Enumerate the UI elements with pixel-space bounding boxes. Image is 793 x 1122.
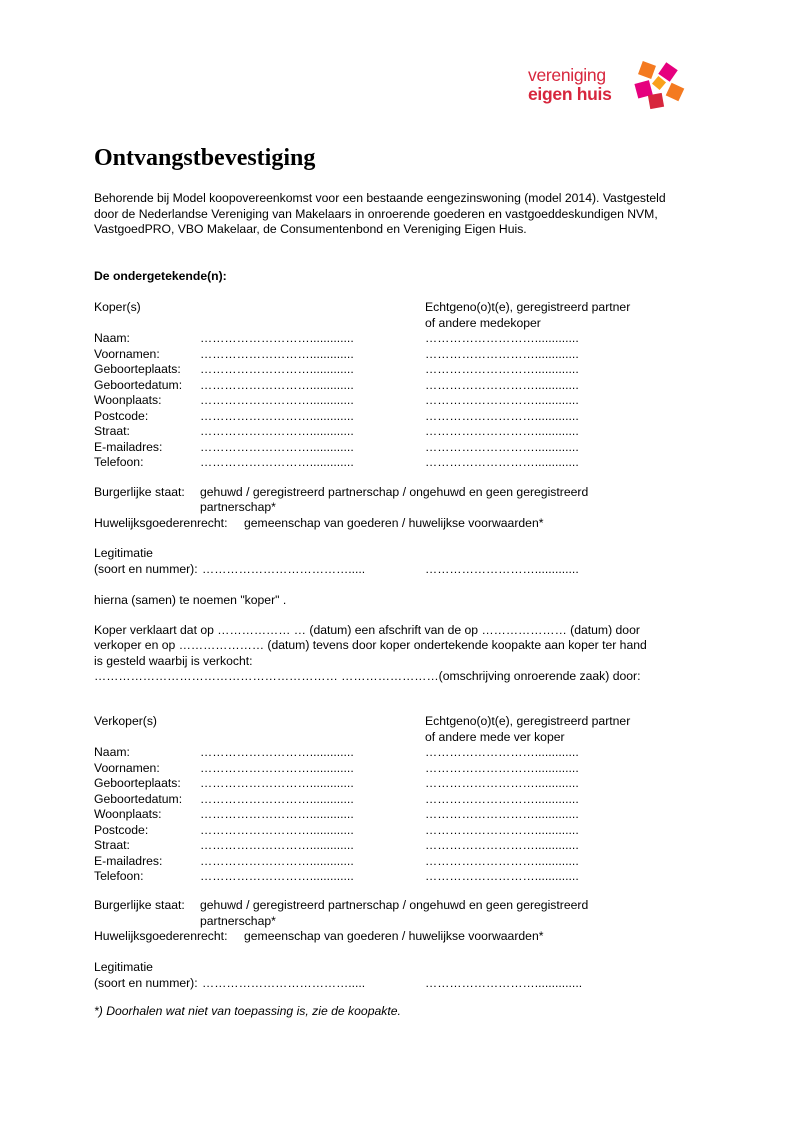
koper-civil-status-label: Burgerlijke staat:: [94, 485, 185, 499]
koper-id-field[interactable]: ……………………………….....: [202, 561, 366, 576]
verkoper-field-input[interactable]: ……………………….............: [200, 853, 354, 868]
verkoper-field-input[interactable]: ……………………….............: [200, 869, 354, 883]
verkoper-civil-status-label: Burgerlijke staat:: [94, 898, 185, 912]
koper-field-input[interactable]: ……………………….............: [200, 377, 354, 392]
koper-partner-field-input[interactable]: ……………………….............: [425, 408, 579, 423]
verkoper-field-input[interactable]: ……………………….............: [200, 838, 354, 852]
logo-wordmark: [528, 66, 612, 104]
verkoper-field-label: Telefoon:: [94, 869, 144, 883]
verkoper-field-input[interactable]: ……………………….............: [200, 745, 354, 759]
verkoper-field-label: Geboortedatum:: [94, 791, 183, 806]
koper-field-input[interactable]: ……………………….............: [200, 408, 354, 423]
koper-field-label: Telefoon:: [94, 455, 144, 469]
signatories-heading: De ondergetekende(n):: [94, 269, 227, 283]
koper-heading: Koper(s): [94, 300, 141, 314]
koper-field-input[interactable]: ……………………….............: [200, 331, 354, 345]
verkoper-id-label-1: Legitimatie: [94, 960, 153, 974]
koper-field-label: Woonplaats:: [94, 393, 162, 407]
koper-partner-heading-2: of andere medekoper: [425, 315, 541, 330]
verkoper-field-label: Straat:: [94, 838, 130, 852]
verkoper-partner-field-input[interactable]: ……………………….............: [425, 807, 579, 821]
verkoper-partner-field-input[interactable]: ……………………….............: [425, 838, 579, 852]
verkoper-field-input[interactable]: ……………………….............: [200, 776, 354, 790]
koper-field-label: Geboorteplaats:: [94, 362, 181, 376]
koper-field-input[interactable]: ……………………….............: [200, 424, 354, 438]
verkoper-field-input[interactable]: ……………………….............: [200, 791, 354, 806]
logo-line-2: eigen huis: [528, 84, 612, 104]
verkoper-partner-field-input[interactable]: ……………………….............: [425, 853, 579, 868]
koper-partner-field-input[interactable]: ……………………….............: [425, 346, 579, 361]
verkoper-field-label: Voornamen:: [94, 760, 160, 775]
verkoper-field-input[interactable]: ……………………….............: [200, 807, 354, 821]
verkoper-partner-field-input[interactable]: ……………………….............: [425, 760, 579, 775]
koper-partner-heading-1: Echtgeno(o)t(e), geregistreerd partner: [425, 300, 631, 314]
koper-field-label: Naam:: [94, 331, 130, 345]
koper-partner-field-input[interactable]: ……………………….............: [425, 362, 579, 376]
verkoper-partner-field-input[interactable]: ……………………….............: [425, 822, 579, 837]
verkoper-partner-field-input[interactable]: ……………………….............: [425, 745, 579, 759]
verkoper-field-label: Woonplaats:: [94, 807, 162, 821]
verkoper-field-label: Geboorteplaats:: [94, 776, 181, 790]
koper-partner-field-input[interactable]: ……………………….............: [425, 424, 579, 438]
koper-field-input[interactable]: ……………………….............: [200, 362, 354, 376]
koper-field-input[interactable]: ……………………….............: [200, 439, 354, 454]
verkoper-partner-heading-2: of andere mede ver koper: [425, 729, 565, 744]
verkoper-partner-heading-1: Echtgeno(o)t(e), geregistreerd partner: [425, 714, 631, 728]
declaration-line-4: …………………………………………………… ……………………(omschrijving onroerende zaak) door:: [94, 669, 641, 683]
koper-civil-status-options[interactable]: gehuwd / geregistreerd partnerschap / ongehuwd en geen geregistreerd: [200, 485, 589, 499]
koper-civil-status-options-cont[interactable]: partnerschap*: [200, 500, 276, 514]
koper-id-label-1: Legitimatie: [94, 546, 153, 560]
koper-partner-field-input[interactable]: ……………………….............: [425, 377, 579, 392]
declaration-line-2: verkoper en op ………………… (datum) tevens door koper ondertekende koopakte aan koper ter hand: [94, 638, 647, 652]
koper-partner-id-field[interactable]: ……………………….............: [425, 561, 579, 576]
koper-field-input[interactable]: ……………………….............: [200, 346, 354, 361]
verkoper-marital-property-options[interactable]: gemeenschap van goederen / huwelijkse voorwaarden*: [244, 929, 544, 943]
koper-field-label: Straat:: [94, 424, 130, 438]
verkoper-field-label: Postcode:: [94, 822, 149, 837]
hierna-text: hierna (samen) te noemen "koper" .: [94, 592, 287, 607]
verkoper-civil-status-options-cont[interactable]: partnerschap*: [200, 913, 276, 928]
koper-partner-field-input[interactable]: ……………………….............: [425, 439, 579, 454]
koper-id-label-2: (soort en nummer):: [94, 561, 198, 576]
verkoper-field-label: Naam:: [94, 745, 130, 759]
verkoper-heading: Verkoper(s): [94, 714, 157, 728]
koper-marital-property-options[interactable]: gemeenschap van goederen / huwelijkse voorwaarden*: [244, 515, 544, 530]
koper-field-input[interactable]: ……………………….............: [200, 393, 354, 407]
page-title: Ontvangstbevestiging: [94, 145, 316, 171]
verkoper-partner-field-input[interactable]: ……………………….............: [425, 776, 579, 790]
koper-marital-property-label: Huwelijksgoederenrecht:: [94, 515, 228, 530]
logo-squares-icon: [632, 58, 690, 116]
footnote: *) Doorhalen wat niet van toepassing is, zie de koopakte.: [94, 1004, 401, 1018]
koper-partner-field-input[interactable]: ……………………….............: [425, 393, 579, 407]
verkoper-field-input[interactable]: ……………………….............: [200, 760, 354, 775]
verkoper-field-label: E-mailadres:: [94, 853, 163, 868]
verkoper-partner-field-input[interactable]: ……………………….............: [425, 869, 579, 883]
verkoper-marital-property-label: Huwelijksgoederenrecht:: [94, 929, 228, 943]
koper-partner-field-input[interactable]: ……………………….............: [425, 455, 579, 469]
koper-partner-field-input[interactable]: ……………………….............: [425, 331, 579, 345]
koper-field-label: E-mailadres:: [94, 439, 163, 454]
intro-paragraph: Behorende bij Model koopovereenkomst voor een bestaande eengezinswoning (model 2014). Vastgesteld door de Nederlandse Vereniging van Makelaars in onroerende goederen en vastgoeddeskundigen NVM, VastgoedPRO, VBO Makelaar, de Consumentenbond en Vereniging Eigen Huis.: [94, 191, 666, 236]
declaration-line-3: is gesteld waarbij is verkocht:: [94, 653, 253, 668]
koper-field-label: Voornamen:: [94, 346, 160, 361]
koper-field-label: Geboortedatum:: [94, 377, 183, 392]
verkoper-id-field[interactable]: ……………………………….....: [202, 975, 366, 990]
verkoper-partner-field-input[interactable]: ……………………….............: [425, 791, 579, 806]
verkoper-partner-id-field[interactable]: ………………………..............: [425, 975, 583, 990]
verkoper-id-label-2: (soort en nummer):: [94, 975, 198, 990]
verkoper-field-input[interactable]: ……………………….............: [200, 822, 354, 837]
koper-field-label: Postcode:: [94, 408, 149, 423]
logo-line-1: vereniging: [528, 65, 606, 85]
declaration-line-1: Koper verklaart dat op ……………… … (datum) een afschrift van de op ………………… (datum) door: [94, 622, 640, 637]
koper-field-input[interactable]: ……………………….............: [200, 455, 354, 469]
verkoper-civil-status-options[interactable]: gehuwd / geregistreerd partnerschap / ongehuwd en geen geregistreerd: [200, 898, 589, 912]
